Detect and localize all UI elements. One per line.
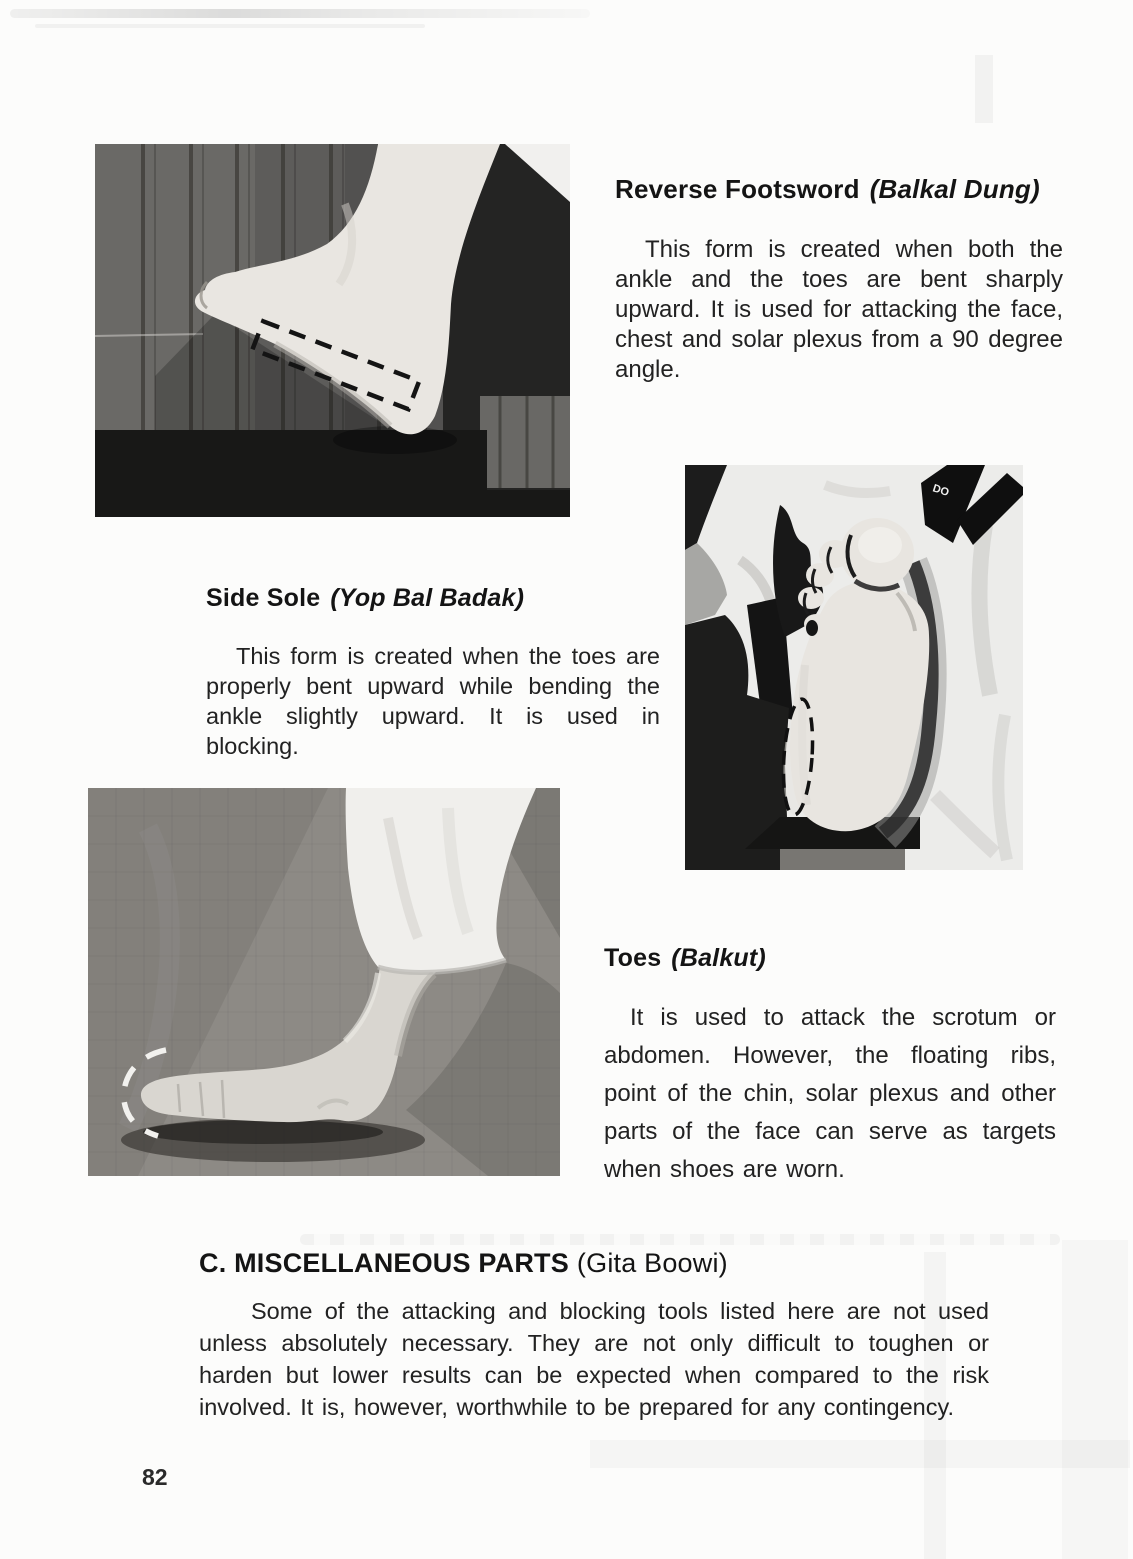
- section-side-sole: [206, 584, 660, 761]
- reverse-footsword-photo-art: [95, 144, 570, 517]
- paragraph-miscellaneous-parts: Some of the attacking and blocking tools listed here are not used unless absolutely necessary. They are not only difficult to toughen or harden but lower results can be expected when compared to the risk involved. It is, however, worthwhile to be prepared for any contingency.: [199, 1298, 989, 1420]
- paragraph-reverse-footsword: This form is created when both the ankle and the toes are bent sharply upward. It is used for attacking the face, chest and solar plexus from a 90 degree angle.: [615, 236, 1063, 383]
- heading-korean-term: (Balkal Dung): [869, 174, 1040, 204]
- heading-miscellaneous-parts: [199, 1248, 989, 1279]
- section-reverse-footsword: [615, 174, 1063, 385]
- toes-photo: [88, 788, 560, 1176]
- reverse-footsword-photo: [95, 144, 570, 517]
- side-sole-photo-art: [685, 465, 1023, 870]
- heading-reverse-footsword: [615, 174, 1063, 205]
- foot-ground-shadow-dark: [143, 1120, 383, 1144]
- dark-floor-band-right: [480, 490, 570, 517]
- heading-korean-term: (Balkut): [671, 944, 766, 972]
- scan-artifact-fold-line: [300, 1234, 1060, 1245]
- scan-artifact-top-right: [975, 55, 993, 123]
- heading-title: Toes: [604, 944, 662, 972]
- section-toes: [604, 944, 1056, 1189]
- heading-title: C. MISCELLANEOUS PARTS: [199, 1248, 569, 1278]
- section-miscellaneous-parts: [199, 1248, 989, 1423]
- heading-title: Side Sole: [206, 584, 321, 612]
- paragraph-toes: It is used to attack the scrotum or abdomen. However, the floating ribs, point of the chin, solar plexus and other parts of the face can serve as targets when shoes are worn.: [604, 1004, 1056, 1183]
- scan-artifact-top-crease: [10, 9, 590, 18]
- scan-artifact-top-crease-2: [35, 24, 425, 28]
- scan-artifact-right-band: [1062, 1240, 1128, 1559]
- scan-artifact-bottom-band: [590, 1440, 1130, 1468]
- belt-embroidery-text: DO: [931, 482, 951, 499]
- heading-title: Reverse Footsword: [615, 174, 860, 204]
- heading-toes: [604, 944, 1056, 973]
- side-sole-photo: [685, 465, 1023, 870]
- paragraph-side-sole: This form is created when the toes are properly bent upward while bending the ankle slightly upward. It is used in blocking.: [206, 643, 660, 759]
- heading-side-sole: [206, 584, 660, 613]
- wood-patch-lower-right: [480, 396, 570, 488]
- toes-photo-art: [88, 788, 560, 1176]
- floor-strip: [780, 849, 905, 870]
- page-number: 82: [142, 1464, 168, 1490]
- heading-korean-term: (Gita Boowi): [576, 1248, 728, 1278]
- heading-korean-term: (Yop Bal Badak): [330, 584, 525, 612]
